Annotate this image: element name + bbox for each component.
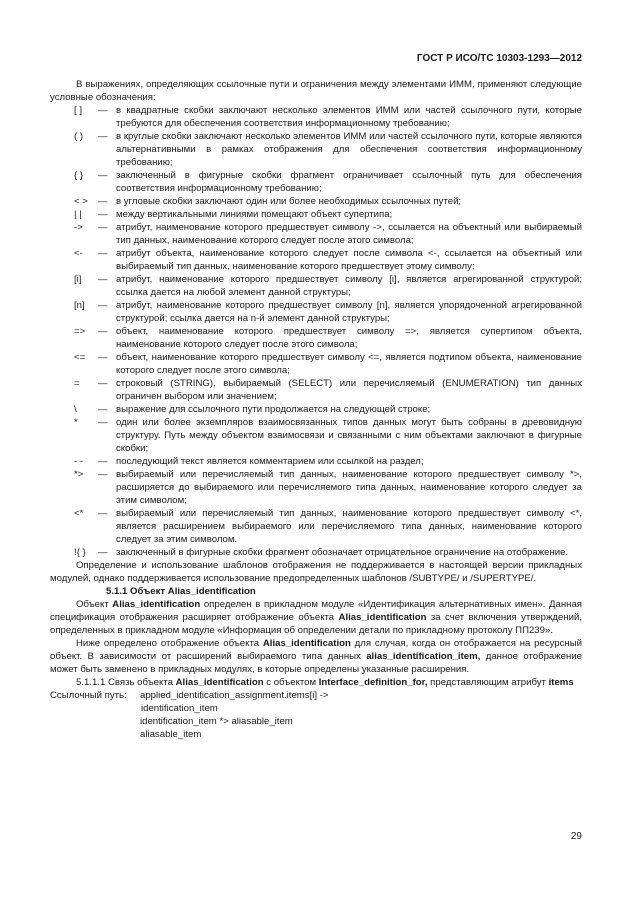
definition-item: [50, 130, 582, 169]
text-fragment: с объектом: [263, 677, 319, 688]
definition-item: [50, 416, 582, 455]
definition-symbol: - -: [74, 456, 84, 467]
definition-dash: —: [98, 508, 108, 519]
reference-path-line: identification_item *> aliasable_item: [140, 716, 293, 727]
reference-path-line: identification_item: [141, 703, 218, 714]
entity-name: Interface_definition_for,: [318, 677, 428, 688]
definition-dash: —: [98, 404, 108, 415]
definition-item: [50, 221, 582, 247]
definition-text: объект, наименование которого предшествует символу <=, является подтипом объекта, наименование которого следует после этого символа;: [116, 352, 582, 376]
page-content: [50, 78, 582, 741]
text-fragment: 5.1.1.1 Связь объекта: [76, 677, 176, 688]
definition-symbol: <=: [74, 352, 86, 363]
definition-dash: —: [98, 131, 108, 142]
entity-name: Alias_identification: [262, 638, 351, 649]
definition-symbol: { }: [74, 170, 84, 181]
templates-paragraph: Определение и использование шаблонов отображения не поддерживается в настоящей версии прикладных модулей, однако поддерживается использование предопределенных шаблонов /SUBTYPE/ и /SUPERTYPE/.: [50, 560, 582, 584]
intro-paragraph: В выражениях, определяющих ссылочные пути и ограничения между элементами ИММ, применяют следующие условные обозначения:: [50, 79, 582, 103]
reference-path-label: Ссылочный путь:: [50, 690, 127, 701]
definition-text: в круглые скобки заключают несколько элементов ИММ или частей ссылочного пути, которые являются альтернативными в рамках отображения для обеспечения соответствия информационному требованию;: [116, 131, 582, 168]
definition-item: [50, 169, 582, 195]
definition-dash: —: [98, 326, 108, 337]
section-heading: 5.1.1 Объект Alias_identification: [106, 586, 256, 597]
definition-text: в угловые скобки заключают один или более необходимых ссылочных путей;: [116, 196, 462, 207]
definition-item: [50, 468, 582, 507]
definition-dash: —: [98, 456, 108, 467]
text-fragment: представляющим атрибут: [427, 677, 549, 688]
page-number: 29: [570, 831, 582, 842]
text-fragment: за счет включения утверждений, определенных в прикладном модуле «Информация об определении детали по прикладному протоколу ПП239».: [50, 612, 582, 636]
definition-symbol: [i]: [74, 274, 82, 285]
definition-symbol: ->: [74, 222, 83, 233]
entity-name: Alias_identification: [338, 612, 427, 623]
text-fragment: определен в прикладном модуле «Идентификация альтернативных имен». Данная спецификация отображения расширяет отображение объекта: [50, 599, 582, 623]
entity-name: Alias_identification: [175, 677, 264, 688]
definition-symbol: =>: [74, 326, 86, 337]
definition-text: между вертикальными линиями помещают объект супертипа;: [116, 209, 393, 220]
definition-text: атрибут объекта, наименование которого следует после символа <-, ссылается на объектный или выбираемый тип данных, наименование которого предшествует этому символу;: [116, 248, 582, 272]
definition-dash: —: [98, 300, 108, 311]
definition-text: один или более экземпляров взаимосвязанных типов данных могут быть собраны в древовидную структуру. Путь между объектом взаимосвязи и связанными с ним объектами заключают в фигурные скобки;: [116, 417, 582, 454]
reference-path-lines: [140, 689, 329, 741]
document-code-header: ГОСТ Р ИСО/ТС 10303-1293—2012: [416, 53, 582, 64]
definition-dash: —: [98, 209, 108, 220]
entity-name: Alias_identification: [112, 599, 201, 610]
definition-text: атрибут, наименование которого предшествует символу ->, ссылается на объектный или выбираемый тип данных, наименование которого следует после этого символа;: [116, 222, 582, 246]
definition-text: выбираемый или перечисляемый тип данных, наименование которого предшествует символу *>, расширяется до выбираемого или перечисляемого типа данных, наименование которого следует за этим символом;: [116, 469, 582, 506]
text-fragment: Объект: [76, 599, 113, 610]
definition-symbol: [n]: [74, 300, 85, 311]
definition-symbol: <*: [74, 508, 84, 519]
reference-path-line: applied_identification_assignment.items[i] ->: [140, 690, 329, 701]
definition-dash: —: [98, 196, 108, 207]
definition-item: [50, 247, 582, 273]
reference-path-line: aliasable_item: [140, 729, 202, 740]
definition-item: [50, 325, 582, 351]
definition-text: последующий текст является комментарием или ссылкой на раздел;: [116, 456, 424, 467]
definition-dash: —: [98, 417, 108, 428]
definition-symbol: ( ): [74, 131, 84, 142]
text-fragment: для случая, когда он отображается на ресурсный объект. В зависимости от расширений выбираемого типа данных: [50, 638, 582, 662]
definition-paragraph: [50, 598, 582, 637]
text-fragment: данное отображение может быть заменено в прикладных модулях, в которые определены указанные расширения.: [50, 651, 582, 675]
definition-text: заключенный в фигурные скобки фрагмент обозначает отрицательное ограничение на отображение.: [116, 547, 569, 558]
definition-item: [50, 208, 582, 221]
subsection-paragraph: [50, 676, 582, 689]
definition-item: [50, 377, 582, 403]
definition-text: строковый (STRING), выбираемый (SELECT) или перечисляемый (ENUMERATION) тип данных ограничен выбором или значением;: [116, 378, 582, 402]
definitions-list: [50, 104, 582, 559]
attribute-name: items: [548, 677, 574, 688]
text-fragment: Ниже определено отображение объекта: [76, 638, 263, 649]
definition-dash: —: [98, 248, 108, 259]
definition-text: заключенный в фигурные скобки фрагмент ограничивает ссылочный путь для обеспечения соответствия информационному требованию;: [116, 170, 582, 194]
definition-dash: —: [98, 105, 108, 116]
definition-symbol: !{ }: [74, 547, 86, 558]
definition-item: [50, 455, 582, 468]
definition-dash: —: [98, 547, 108, 558]
definition-symbol: | |: [74, 209, 82, 220]
definition-text: объект, наименование которого предшествует символу =>, является супертипом объекта, наименование которого следует после этого символа;: [116, 326, 582, 350]
definition-dash: —: [98, 352, 108, 363]
definition-symbol: < >: [74, 196, 88, 207]
definition-text: в квадратные скобки заключают несколько элементов ИММ или частей ссылочного пути, которые требуются для обеспечения соответствия информационному требованию;: [116, 105, 582, 129]
mapping-paragraph: [50, 637, 582, 676]
definition-symbol: =: [74, 378, 80, 389]
definition-item: [50, 104, 582, 130]
definition-symbol: *: [74, 417, 78, 428]
definition-dash: —: [98, 222, 108, 233]
reference-path: [50, 689, 582, 741]
definition-dash: —: [98, 170, 108, 181]
definition-text: выбираемый или перечисляемый тип данных, наименование которого предшествует символу <*, является расширением выбираемого или перечисляемого типа данных, наименование которого следует за этим символом.: [116, 508, 582, 545]
definition-symbol: \: [74, 404, 77, 415]
definition-item: [50, 299, 582, 325]
definition-text: атрибут, наименование которого предшествует символу [i], является агрегированной структурой; ссылка дается на любой элемент данной структуры;: [116, 274, 582, 298]
definition-item: [50, 273, 582, 299]
definition-symbol: [ ]: [74, 105, 82, 116]
definition-symbol: <-: [74, 248, 83, 259]
definition-item: [50, 507, 582, 546]
definition-dash: —: [98, 378, 108, 389]
definition-dash: —: [98, 469, 108, 480]
definition-item: [50, 546, 582, 559]
definition-symbol: *>: [74, 469, 84, 480]
definition-text: выражение для ссылочного пути продолжается на следующей строке;: [116, 404, 431, 415]
definition-item: [50, 403, 582, 416]
type-name: alias_identification_item,: [366, 651, 481, 662]
definition-item: [50, 195, 582, 208]
definition-text: атрибут, наименование которого предшествует символу [n], является упорядоченной агрегированной структурой; ссылка дается на n-й элемент данной структуры;: [116, 300, 582, 324]
definition-item: [50, 351, 582, 377]
definition-dash: —: [98, 274, 108, 285]
